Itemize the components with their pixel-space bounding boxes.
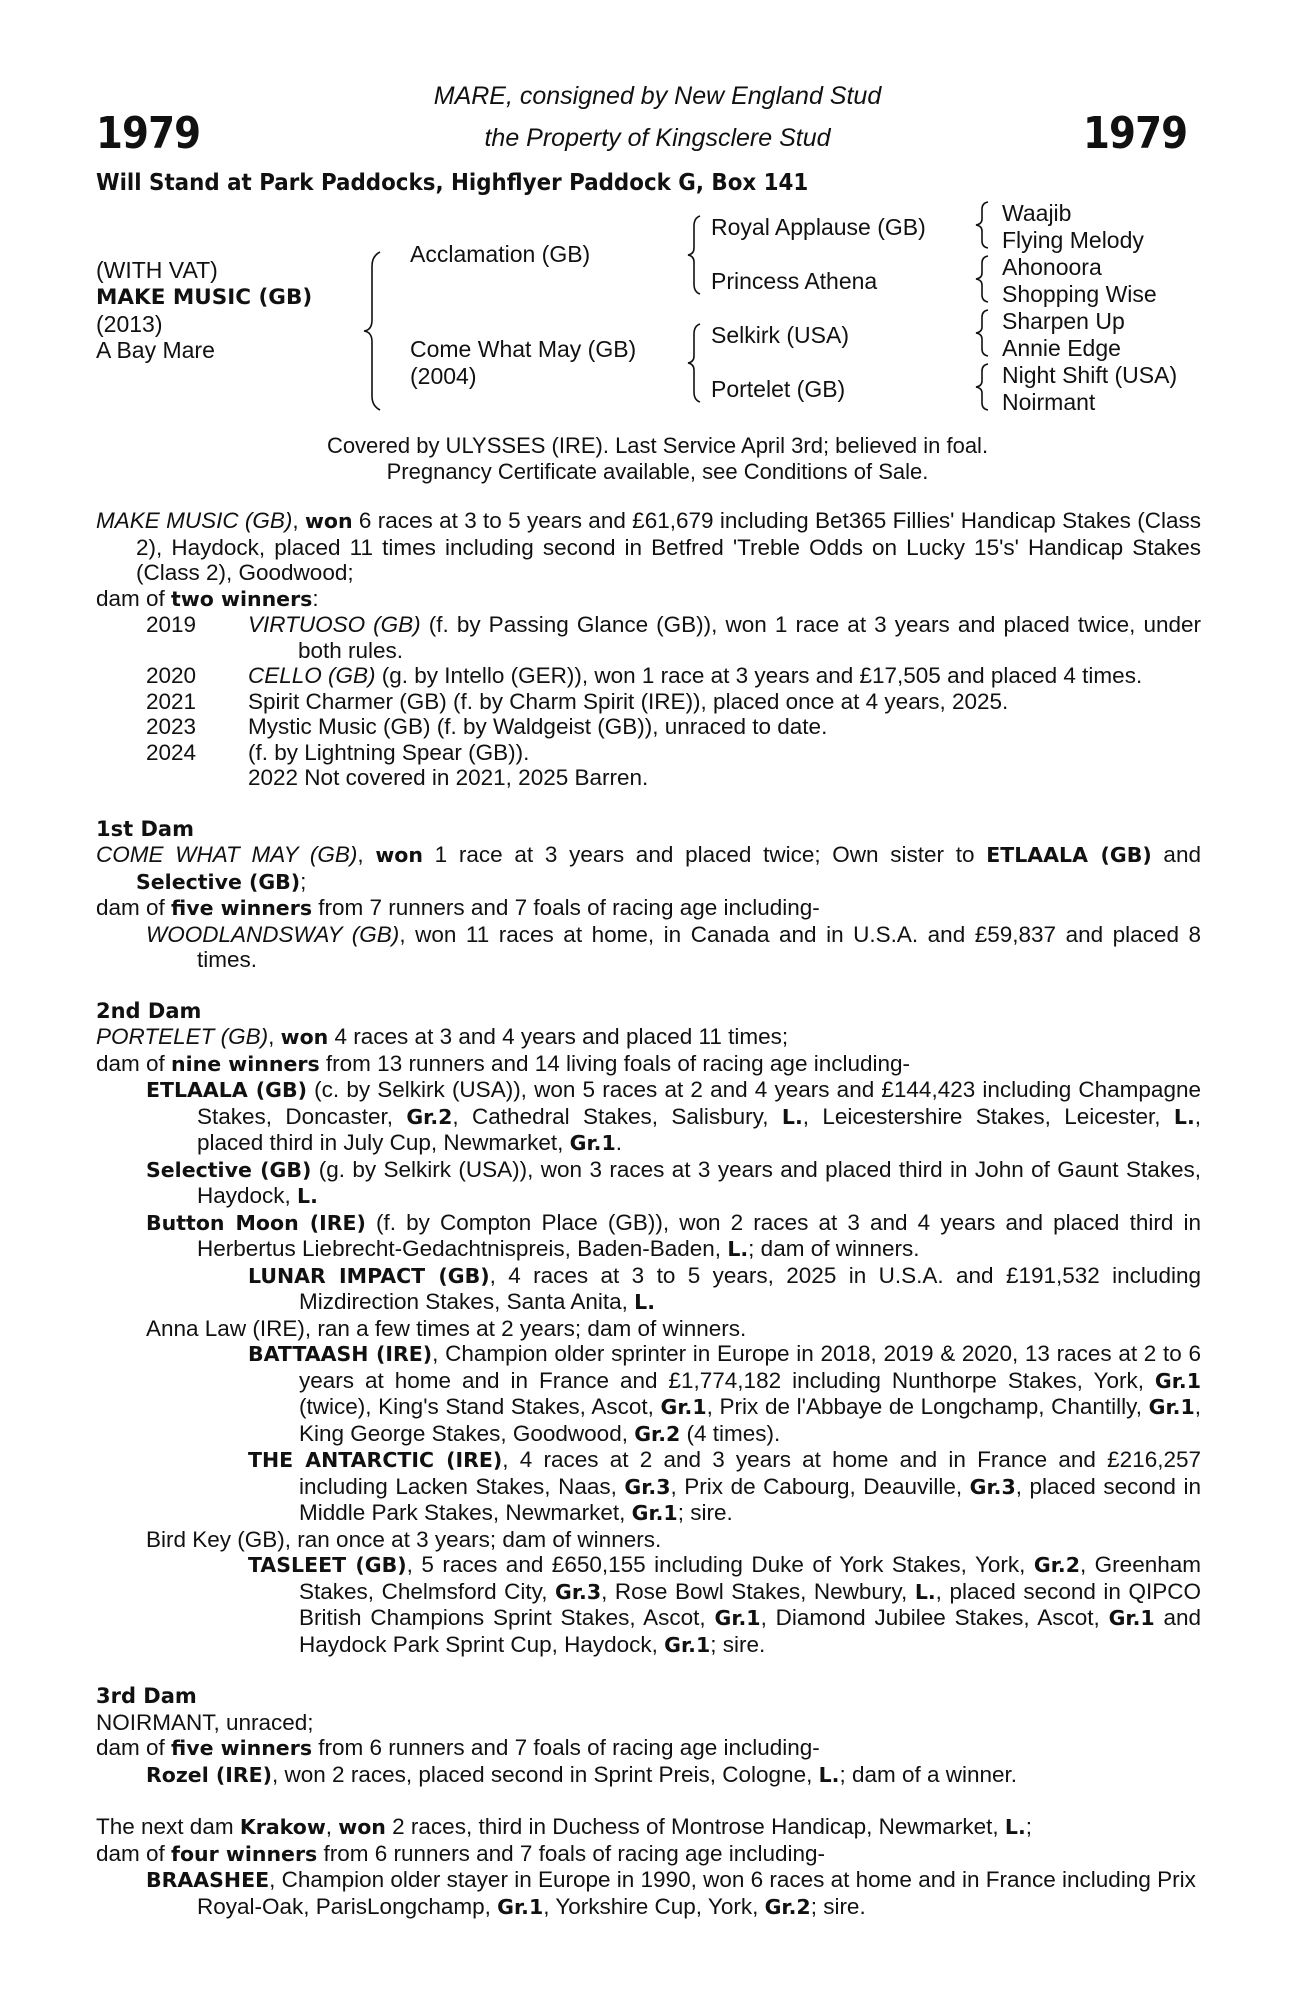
foal-row	[96, 663, 1201, 689]
mare-name: MAKE MUSIC (GB)	[96, 508, 293, 533]
produce-the-antarctic	[96, 1447, 1201, 1527]
foal-row	[96, 765, 1201, 791]
second-dam-heading: 2nd Dam	[96, 998, 202, 1023]
pedigree-g3-shopping-wise: Shopping Wise	[1002, 281, 1157, 307]
stand-location: Will Stand at Park Paddocks, Highflyer Paddock G, Box 141	[96, 170, 809, 196]
won-label: won	[375, 843, 423, 867]
conjunction: and	[1151, 842, 1201, 867]
sibling-selective: Selective (GB)	[136, 869, 301, 894]
pedigree-g3-annie-edge: Annie Edge	[1002, 335, 1121, 361]
produce-braashee	[96, 1867, 1201, 1920]
produce-text: (4 times).	[680, 1420, 781, 1446]
foal-row	[96, 714, 1201, 740]
first-dam-heading: 1st Dam	[96, 816, 194, 841]
pedigree-g3-sharpen-up: Sharpen Up	[1002, 308, 1125, 334]
produce-name: Selective (GB)	[146, 1157, 312, 1182]
grade-badge: Gr.2	[634, 1421, 681, 1446]
lot-number-right: 1979	[1083, 108, 1188, 159]
foal-text: Spirit Charmer (GB) (f. by Charm Spirit (IRE)), placed once at 4 years, 2025.	[248, 688, 1009, 714]
produce-text: (c. by Selkirk (USA)), won 5 races at 2 and 4 years and £144,423 including Champagne Stakes, Doncaster,	[197, 1077, 1201, 1129]
next-dam-name: Krakow	[239, 1815, 326, 1839]
second-dam-name: PORTELET (GB)	[96, 1024, 269, 1049]
produce-lunar-impact	[96, 1263, 1201, 1316]
produce-etlaala	[96, 1077, 1201, 1157]
foal-name: CELLO (GB)	[248, 663, 376, 688]
produce-tasleet	[96, 1552, 1201, 1658]
mare-record-text: 6 races at 3 to 5 years and £61,679 including Bet365 Fillies' Handicap Stakes (Class 2), Haydock, placed 11 times including second in Betfred 'Treble Odds on Lucky 15's' Handicap Stakes (Class 2), Goodwood;	[136, 508, 1201, 585]
produce-text: ; sire.	[677, 1500, 733, 1525]
grade-badge: L.	[297, 1184, 318, 1208]
produce-text: , Leicestershire Stakes, Leicester,	[802, 1103, 1174, 1129]
produce-text: ; sire.	[810, 1893, 866, 1919]
pregnancy-line: Pregnancy Certificate available, see Conditions of Sale.	[386, 459, 929, 484]
sibling-etlaala: ETLAALA (GB)	[986, 843, 1152, 867]
dam-of-winners: five winners	[171, 896, 313, 920]
dam-of-prefix: dam of	[96, 1735, 172, 1760]
first-dam-name: COME WHAT MAY (GB)	[96, 842, 358, 867]
dam-of-prefix: dam of	[96, 895, 172, 920]
won-label: won	[280, 1025, 329, 1049]
produce-name: ETLAALA (GB)	[146, 1078, 307, 1102]
produce-text: ; dam of winners.	[748, 1236, 920, 1261]
vat-label: (WITH VAT)	[96, 257, 218, 283]
pedigree-g3-night-shift: Night Shift (USA)	[1002, 362, 1178, 388]
foal-name: VIRTUOSO (GB)	[248, 612, 421, 637]
grade-badge: Gr.1	[714, 1606, 761, 1630]
third-dam-dam-of	[96, 1735, 1201, 1762]
dam-of-prefix: dam of	[96, 585, 172, 611]
horse-name: MAKE MUSIC (GB)	[96, 285, 313, 310]
third-dam-heading: 3rd Dam	[96, 1684, 197, 1708]
produce-name: BRAASHEE	[146, 1868, 270, 1892]
foal-text: (g. by Intello (GER)), won 1 race at 3 years and £17,505 and placed 4 times.	[375, 663, 1143, 688]
produce-text: , Diamond Jubilee Stakes, Ascot,	[760, 1605, 1109, 1630]
produce-name: Button Moon (IRE)	[146, 1210, 366, 1235]
property-line: the Property of Kingsclere Stud	[484, 124, 831, 152]
pedigree-g3-noirmant: Noirmant	[1002, 389, 1096, 415]
first-dam-record: COME WHAT MAY (GB), won 1 race at 3 years and placed twice; Own sister to ETLAALA (GB) and Selective (GB);	[96, 842, 1201, 894]
produce-name: WOODLANDSWAY (GB)	[146, 921, 400, 947]
second-dam-record: PORTELET (GB), won 4 races at 3 and 4 years and placed 11 times;	[96, 1024, 789, 1049]
grade-badge: Gr.1	[1108, 1606, 1155, 1630]
grade-badge: Gr.2	[764, 1894, 811, 1919]
foal-text: (f. by Lightning Spear (GB)).	[248, 739, 530, 765]
produce-text: , Champion older stayer in Europe in 1990, won 6 races at home and in France including Prix Royal-Oak, ParisLongchamp,	[197, 1867, 1196, 1919]
pedigree-sire: Acclamation (GB)	[410, 241, 591, 267]
foal-row	[96, 689, 1201, 715]
pedigree-brace-g3-4	[974, 362, 996, 412]
grade-badge: Gr.1	[1154, 1368, 1201, 1393]
produce-text: , won 2 races, placed second in Sprint Preis, Cologne,	[272, 1761, 819, 1787]
foal-year: 2023	[146, 714, 197, 739]
produce-text: , 4 races at 2 and 3 years at home and in France and £216,257 including Lacken Stakes, Naas,	[299, 1447, 1201, 1499]
punctuation: ;	[300, 868, 307, 894]
second-dam-text: 4 races at 3 and 4 years and placed 11 times;	[328, 1024, 789, 1049]
produce-battaash	[96, 1341, 1201, 1447]
dam-of-suffix: :	[312, 585, 319, 611]
pedigree-g3-flying-melody: Flying Melody	[1002, 227, 1144, 253]
punctuation: ;	[1025, 1814, 1033, 1839]
dam-of-suffix: from 7 runners and 7 foals of racing age including-	[312, 895, 820, 920]
pedigree-brace-dam	[686, 322, 708, 404]
foal-year	[96, 765, 248, 791]
produce-text: , placed second in QIPCO British Champions Sprint Stakes, Ascot,	[299, 1578, 1201, 1630]
dam-of-winners: five winners	[171, 1736, 313, 1760]
grade-badge: L.	[818, 1762, 840, 1787]
pedigree-dam-sire: Selkirk (USA)	[711, 322, 850, 348]
mare-dam-of	[96, 586, 1201, 613]
next-dam-text: 2 races, third in Duchess of Montrose Handicap, Newmarket,	[385, 1814, 1005, 1839]
produce-text: , placed second in Middle Park Stakes, Newmarket,	[299, 1473, 1201, 1525]
dam-of-winners: two winners	[171, 586, 313, 611]
consignor-line: MARE, consigned by New England Stud	[433, 82, 882, 110]
dam-of-prefix: dam of	[96, 1840, 172, 1866]
grade-badge: Gr.1	[569, 1131, 616, 1155]
pedigree-sire-dam: Princess Athena	[711, 268, 878, 294]
won-label: won	[304, 509, 353, 533]
foal-text: 2022 Not covered in 2021, 2025 Barren.	[248, 765, 649, 790]
next-dam-prefix: The next dam	[96, 1814, 240, 1839]
dam-of-winners: four winners	[171, 1841, 318, 1866]
grade-badge: L.	[781, 1104, 803, 1129]
foal-text: (f. by Passing Glance (GB)), won 1 race at 3 years and placed twice, under both rules.	[298, 612, 1201, 663]
pedigree-g3-ahonoora: Ahonoora	[1002, 254, 1102, 280]
produce-bird-key: Bird Key (GB), ran once at 3 years; dam of winners.	[146, 1526, 662, 1552]
foal-row	[96, 612, 1201, 663]
dam-of-winners: nine winners	[171, 1051, 320, 1076]
produce-text: , won 11 races at home, in Canada and in U.S.A. and £59,837 and placed 8 times.	[197, 921, 1201, 972]
produce-text: , Rose Bowl Stakes, Newbury,	[601, 1578, 915, 1604]
produce-name: TASLEET (GB)	[248, 1553, 407, 1577]
foal-year: 2021	[146, 688, 197, 714]
next-dam-dam-of	[96, 1841, 1201, 1868]
dam-of-suffix: from 6 runners and 7 foals of racing age including-	[317, 1840, 826, 1866]
grade-badge: L.	[1173, 1104, 1195, 1129]
grade-badge: Gr.3	[969, 1474, 1016, 1499]
produce-text: , King George Stakes, Goodwood,	[299, 1394, 1202, 1446]
catalogue-body	[96, 508, 1201, 1920]
produce-text: , 5 races and £650,155 including Duke of York Stakes, York,	[406, 1552, 1034, 1577]
third-dam-record: NOIRMANT, unraced;	[96, 1709, 314, 1735]
grade-badge: Gr.2	[1033, 1553, 1080, 1577]
pedigree-sire-sire: Royal Applause (GB)	[711, 214, 926, 240]
grade-badge: Gr.1	[631, 1501, 678, 1525]
produce-name: THE ANTARCTIC (IRE)	[248, 1448, 503, 1472]
punctuation: ,	[325, 1814, 339, 1839]
horse-year: (2013)	[96, 311, 163, 337]
grade-badge: L.	[914, 1579, 936, 1604]
covering-line: Covered by ULYSSES (IRE). Last Service April 3rd; believed in foal.	[326, 433, 989, 458]
produce-name: Rozel (IRE)	[146, 1762, 273, 1787]
produce-text: ; dam of a winner.	[839, 1761, 1018, 1787]
pedigree-brace-g3-2	[974, 254, 996, 304]
produce-text: (g. by Selkirk (USA)), won 3 races at 3 years and placed third in John of Gaunt Stakes, Haydock,	[197, 1156, 1201, 1208]
grade-badge: Gr.1	[660, 1395, 707, 1419]
grade-badge: Gr.1	[1148, 1395, 1195, 1419]
pedigree-brace-g3-3	[974, 308, 996, 358]
produce-text: , 4 races at 3 to 5 years, 2025 in U.S.A. and £191,532 including Mizdirection Stakes, Santa Anita,	[299, 1262, 1201, 1314]
grade-badge: L.	[727, 1237, 749, 1261]
produce-selective	[96, 1157, 1201, 1210]
produce-rozel	[96, 1762, 1201, 1789]
grade-badge: Gr.1	[664, 1632, 711, 1657]
produce-text: , placed third in July Cup, Newmarket,	[197, 1103, 1201, 1155]
produce-text: , Cathedral Stakes, Salisbury,	[452, 1103, 782, 1129]
dam-of-suffix: from 6 runners and 7 foals of racing age including-	[312, 1735, 820, 1760]
grade-badge: Gr.3	[555, 1579, 602, 1604]
produce-text: and Haydock Park Sprint Cup, Haydock,	[299, 1605, 1202, 1657]
first-dam-dam-of	[96, 895, 1201, 922]
lot-number-left: 1979	[96, 108, 201, 159]
produce-text: , Prix de l'Abbaye de Longchamp, Chantilly,	[706, 1394, 1149, 1419]
second-dam-dam-of	[96, 1051, 1201, 1078]
dam-of-prefix: dam of	[96, 1050, 172, 1076]
dam-of-suffix: from 13 runners and 14 living foals of racing age including-	[319, 1050, 911, 1076]
pedigree-dam-dam: Portelet (GB)	[711, 376, 846, 402]
foal-row	[96, 740, 1201, 766]
grade-badge: Gr.1	[497, 1894, 544, 1919]
produce-text: , Champion older sprinter in Europe in 2018, 2019 & 2020, 13 races at 2 to 6 years at home and in France and £1,774,182 including Nunthorpe Stakes, York,	[299, 1341, 1201, 1393]
pedigree-brace-g3-1	[974, 200, 996, 250]
produce-text: (twice), King's Stand Stakes, Ascot,	[299, 1394, 661, 1419]
first-dam-text: 1 race at 3 years and placed twice; Own sister to	[422, 842, 987, 867]
mare-record: MAKE MUSIC (GB), won 6 races at 3 to 5 years and £61,679 including Bet365 Fillies' Handicap Stakes (Class 2), Haydock, placed 11 times including second in Betfred 'Treble Odds on Lucky 15's' Handicap Stakes (Class 2), Goodwood;	[96, 508, 1201, 585]
foal-year: 2024	[146, 739, 197, 765]
produce-button-moon	[96, 1210, 1201, 1263]
grade-badge: Gr.2	[406, 1104, 453, 1129]
grade-badge: L.	[634, 1290, 656, 1314]
foal-year: 2019	[146, 612, 197, 637]
foal-text: Mystic Music (GB) (f. by Waldgeist (GB)), unraced to date.	[248, 714, 828, 739]
produce-text: (f. by Compton Place (GB)), won 2 races at 3 and 4 years and placed third in Herbertus Liebrecht-Gedachtnispreis, Baden-Baden,	[197, 1209, 1201, 1261]
produce-text: ; sire.	[710, 1631, 766, 1657]
won-label: won	[338, 1815, 386, 1839]
foal-year: 2020	[146, 663, 197, 688]
produce-anna-law: Anna Law (IRE), ran a few times at 2 years; dam of winners.	[146, 1315, 747, 1341]
pedigree-dam: Come What May (GB)	[410, 336, 637, 362]
pedigree-g3-waajib: Waajib	[1002, 200, 1072, 226]
pedigree-dam-year: (2004)	[410, 363, 477, 389]
produce-text: .	[615, 1130, 622, 1155]
produce-text: , Greenham Stakes, Chelmsford City,	[299, 1552, 1201, 1604]
pedigree-brace-main	[362, 250, 392, 412]
pedigree-brace-sire	[686, 214, 708, 296]
horse-description: A Bay Mare	[96, 337, 215, 363]
next-dam-record	[96, 1814, 1201, 1841]
produce-woodlandsway	[96, 922, 1201, 973]
produce-text: , Yorkshire Cup, York,	[543, 1893, 765, 1919]
grade-badge: Gr.3	[624, 1474, 671, 1499]
produce-name: LUNAR IMPACT (GB)	[248, 1263, 490, 1288]
produce-name: BATTAASH (IRE)	[248, 1342, 433, 1366]
produce-text: , Prix de Cabourg, Deauville,	[670, 1473, 970, 1499]
grade-badge: L.	[1004, 1815, 1026, 1839]
